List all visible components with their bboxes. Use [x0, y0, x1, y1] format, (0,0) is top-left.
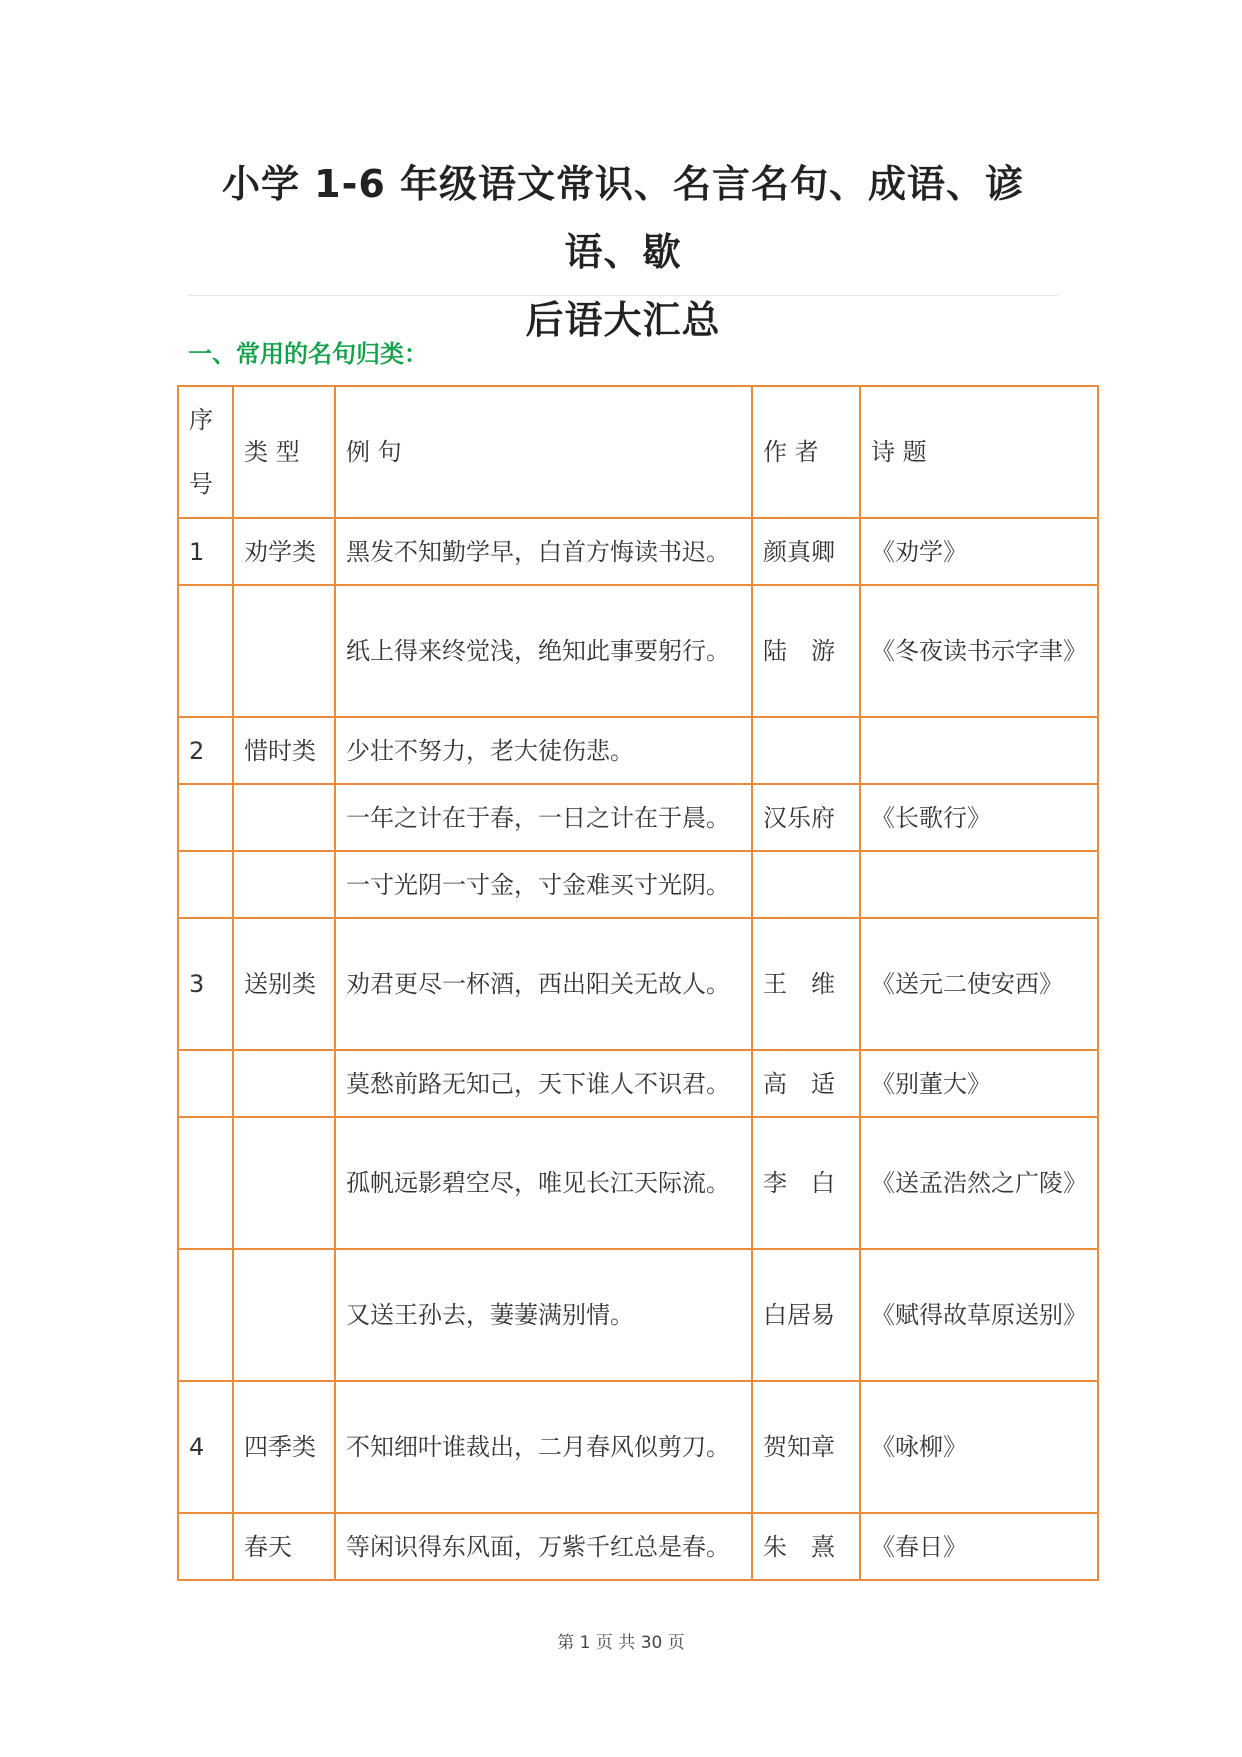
table-row: [178, 851, 1098, 918]
table-row: [178, 1381, 1098, 1513]
cell-type: [233, 851, 335, 918]
cell-type: 四季类: [233, 1381, 335, 1513]
cell-seq: 1: [178, 518, 233, 585]
cell-title: [860, 717, 1098, 784]
cell-title: 《劝学》: [860, 518, 1098, 585]
cell-author: 朱 熹: [752, 1513, 860, 1580]
cell-author: 王 维: [752, 918, 860, 1050]
cell-sentence: 少壮不努力，老大徒伤悲。: [335, 717, 752, 784]
cell-author: [752, 851, 860, 918]
cell-title: 《送孟浩然之广陵》: [860, 1117, 1098, 1249]
page-footer: 第 1 页 共 30 页: [557, 1633, 685, 1653]
table-row: [178, 1513, 1098, 1580]
cell-sentence: 又送王孙去，萋萋满别情。: [335, 1249, 752, 1381]
table-row: [178, 585, 1098, 717]
table-row: [178, 717, 1098, 784]
header-author: 作 者: [752, 386, 860, 518]
cell-seq: [178, 585, 233, 717]
cell-sentence: 纸上得来终觉浅，绝知此事要躬行。: [335, 585, 752, 717]
cell-type: 惜时类: [233, 717, 335, 784]
cell-seq: [178, 784, 233, 851]
cell-sentence: 劝君更尽一杯酒，西出阳关无故人。: [335, 918, 752, 1050]
cell-type: [233, 1050, 335, 1117]
table-row: [178, 784, 1098, 851]
cell-title: 《长歌行》: [860, 784, 1098, 851]
cell-seq: 2: [178, 717, 233, 784]
cell-type: 送别类: [233, 918, 335, 1050]
cell-author: 陆 游: [752, 585, 860, 717]
table-row: [178, 1050, 1098, 1117]
cell-title: 《赋得故草原送别》: [860, 1249, 1098, 1381]
table-header-row: [178, 386, 1098, 518]
title-line-1: 小学 1-6 年级语文常识、名言名句、成语、谚语、歇: [221, 162, 1025, 274]
cell-title: 《冬夜读书示字聿》: [860, 585, 1098, 717]
cell-type: [233, 1117, 335, 1249]
title-divider: [188, 295, 1058, 296]
cell-author: 贺知章: [752, 1381, 860, 1513]
cell-sentence: 黑发不知勤学早，白首方悔读书迟。: [335, 518, 752, 585]
section-heading: 一、常用的名句归类：: [188, 340, 428, 368]
cell-sentence: 不知细叶谁裁出，二月春风似剪刀。: [335, 1381, 752, 1513]
cell-author: 汉乐府: [752, 784, 860, 851]
cell-seq: 3: [178, 918, 233, 1050]
cell-seq: [178, 1249, 233, 1381]
cell-author: 白居易: [752, 1249, 860, 1381]
cell-sentence: 一寸光阴一寸金，寸金难买寸光阴。: [335, 851, 752, 918]
cell-sentence: 一年之计在于春，一日之计在于晨。: [335, 784, 752, 851]
table-row: [178, 1117, 1098, 1249]
cell-type: 劝学类: [233, 518, 335, 585]
header-type: 类 型: [233, 386, 335, 518]
cell-sentence: 孤帆远影碧空尽，唯见长江天际流。: [335, 1117, 752, 1249]
cell-sentence: 莫愁前路无知己，天下谁人不识君。: [335, 1050, 752, 1117]
cell-sentence: 等闲识得东风面，万紫千红总是春。: [335, 1513, 752, 1580]
header-title: 诗 题: [860, 386, 1098, 518]
poem-table: [177, 385, 1099, 1581]
table-row: [178, 1249, 1098, 1381]
cell-title: 《别董大》: [860, 1050, 1098, 1117]
cell-type: 春天: [233, 1513, 335, 1580]
cell-type: [233, 784, 335, 851]
cell-type: [233, 585, 335, 717]
cell-seq: [178, 1513, 233, 1580]
cell-seq: 4: [178, 1381, 233, 1513]
cell-seq: [178, 851, 233, 918]
cell-author: [752, 717, 860, 784]
cell-title: 《咏柳》: [860, 1381, 1098, 1513]
header-sentence: 例 句: [335, 386, 752, 518]
cell-title: 《春日》: [860, 1513, 1098, 1580]
cell-seq: [178, 1050, 233, 1117]
header-seq: 序 号: [178, 386, 233, 518]
cell-author: 颜真卿: [752, 518, 860, 585]
cell-title: 《送元二使安西》: [860, 918, 1098, 1050]
cell-seq: [178, 1117, 233, 1249]
cell-author: 李 白: [752, 1117, 860, 1249]
document-title: [188, 150, 1058, 354]
cell-type: [233, 1249, 335, 1381]
table-row: [178, 918, 1098, 1050]
title-line-2: 后语大汇总: [525, 298, 721, 342]
cell-author: 高 适: [752, 1050, 860, 1117]
table-row: [178, 518, 1098, 585]
cell-title: [860, 851, 1098, 918]
